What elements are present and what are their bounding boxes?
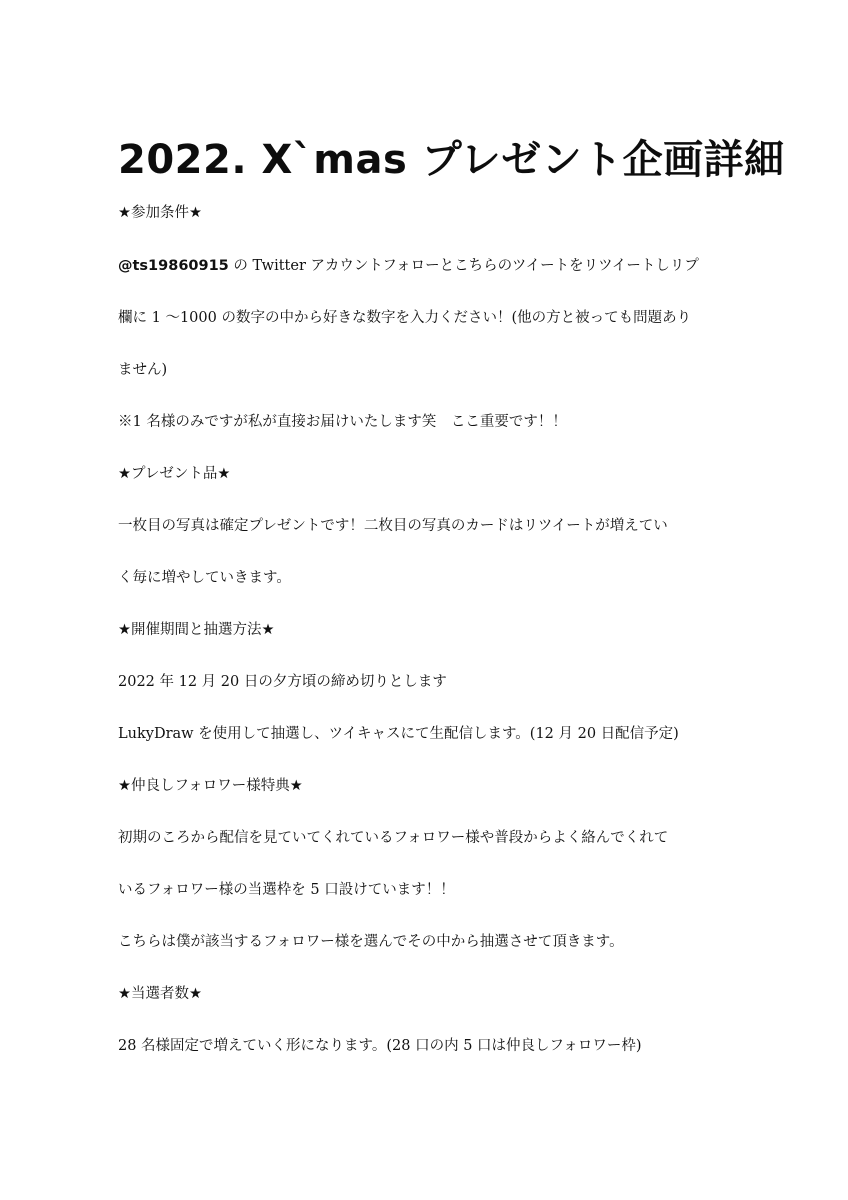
page-title: 2022. X`mas プレゼント企画詳細: [118, 137, 785, 183]
conditions-line-3: ません): [118, 362, 168, 378]
winners-line-1: 28 名様固定で増えていく形になります。(28 口の内 5 口は仲良しフォロワー枠): [118, 1038, 642, 1054]
friends-heading: ★仲良しフォロワー様特典★: [118, 778, 303, 794]
conditions-line-1-text: の Twitter アカウントフォローとこちらのツイートをリツイートしリプ: [228, 258, 699, 274]
period-line-2: LukyDraw を使用して抽選し、ツイキャスにて生配信します。(12 月 20 日配信予定): [118, 726, 679, 742]
conditions-heading: ★参加条件★: [118, 205, 202, 221]
friends-line-2: いるフォロワー様の当選枠を 5 口設けています！！: [118, 882, 455, 898]
period-heading: ★開催期間と抽選方法★: [118, 622, 275, 638]
prize-line-2: く毎に増やしていきます。: [118, 570, 291, 586]
prize-line-1: 一枚目の写真は確定プレゼントです！二枚目の写真のカードはリツイートが増えてい: [118, 518, 668, 534]
conditions-line-1: [118, 254, 758, 278]
prize-heading: ★プレゼント品★: [118, 466, 231, 482]
period-line-1: 2022 年 12 月 20 日の夕方頃の締め切りとします: [118, 674, 447, 690]
friends-line-1: 初期のころから配信を見ていてくれているフォロワー様や普段からよく絡んでくれて: [118, 830, 669, 846]
conditions-note: ※1 名様のみですが私が直接お届けいたします笑 ここ重要です！！: [118, 414, 567, 430]
winners-heading: ★当選者数★: [118, 986, 202, 1002]
conditions-line-2: 欄に 1 〜1000 の数字の中から好きな数字を入力ください！(他の方と被っても問題あり: [118, 310, 692, 326]
friends-line-3: こちらは僕が該当するフォロワー様を選んでその中から抽選させて頂きます。: [118, 934, 624, 950]
twitter-handle: @ts19860915: [118, 258, 229, 274]
